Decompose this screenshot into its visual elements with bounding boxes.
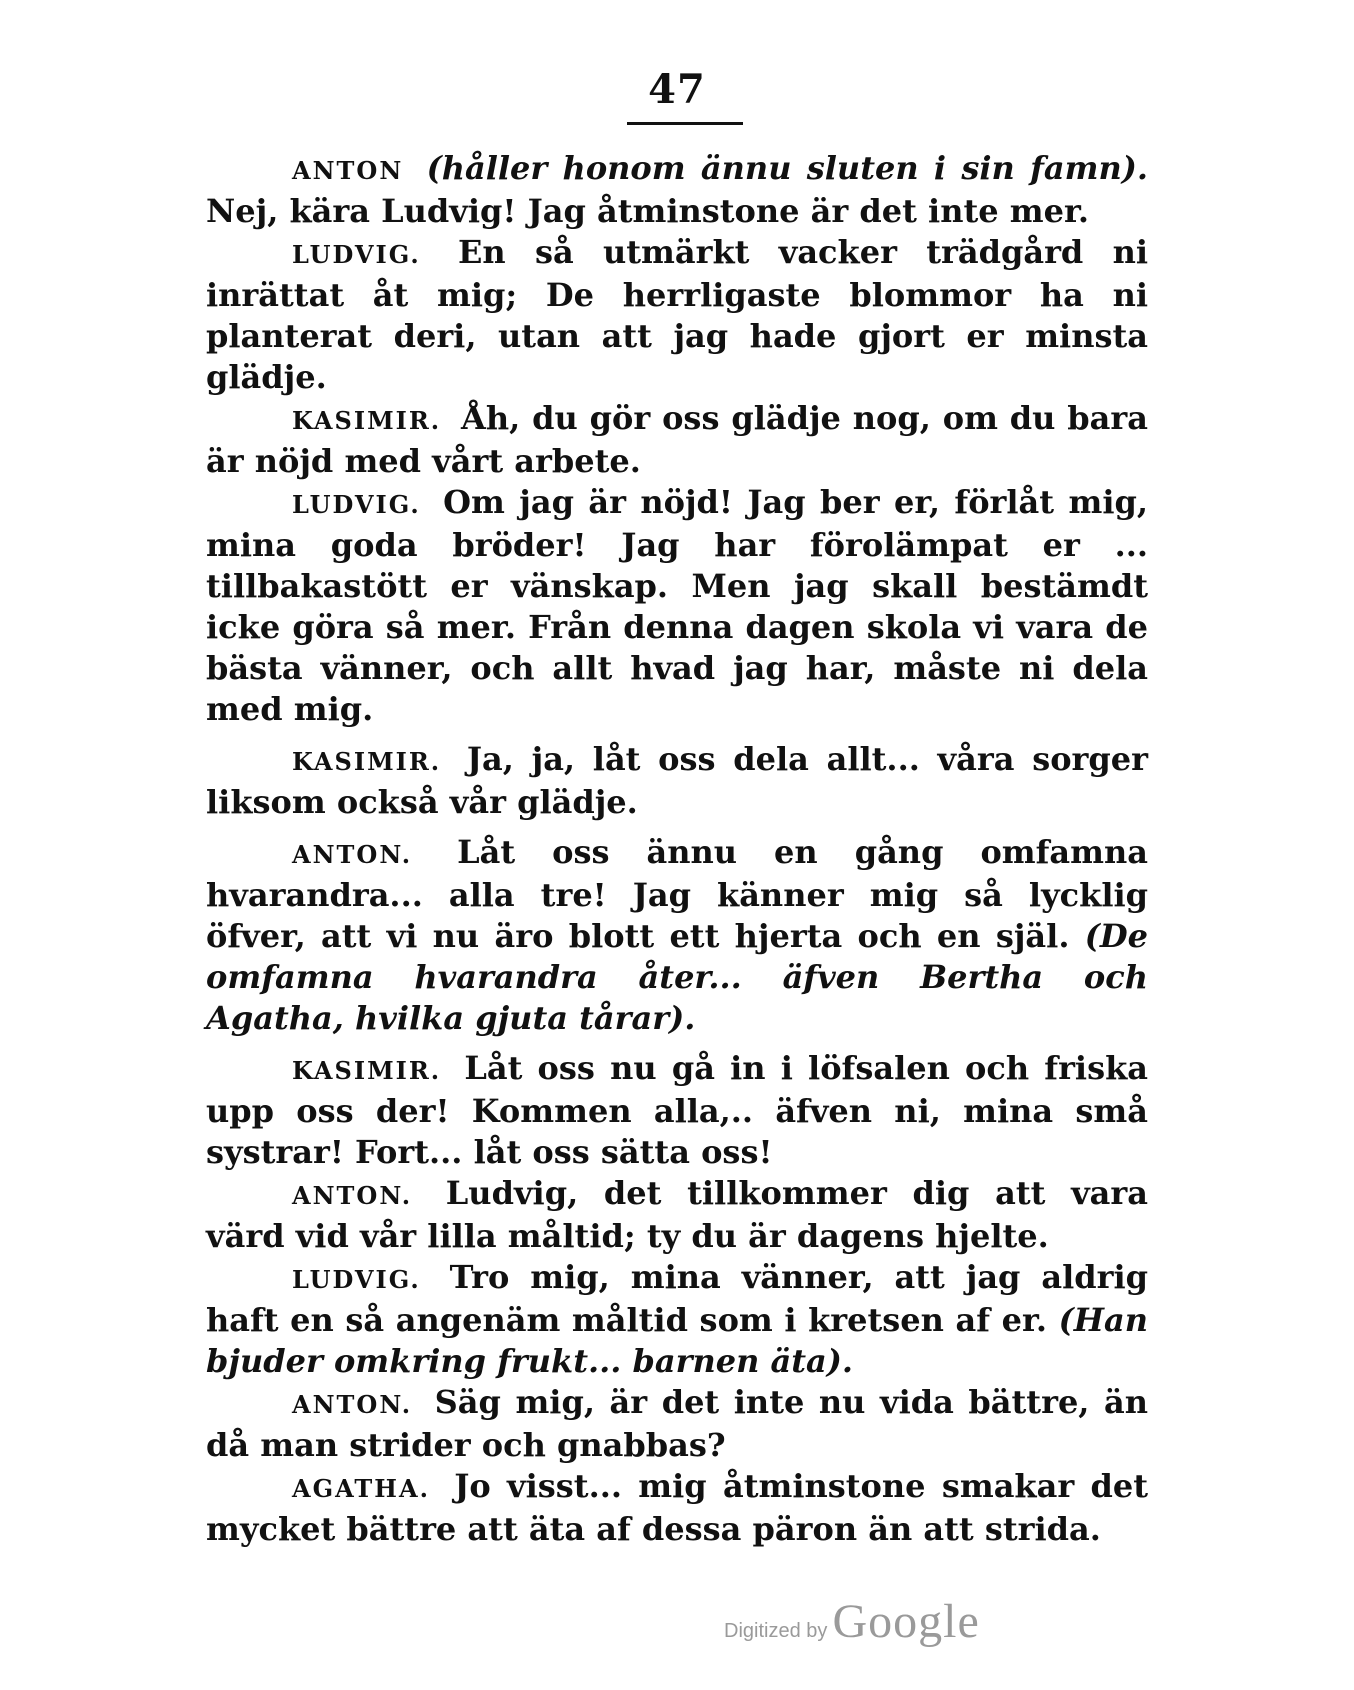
speech-text: Ja, ja, låt oss dela allt... våra sorger liksom också vår glädje. <box>206 740 1149 821</box>
speech-paragraph <box>206 832 1148 1039</box>
speech-paragraph <box>206 148 1148 232</box>
speech-text: Låt oss nu gå in i löfsalen och friska upp oss der! Kommen alla,.. äfven ni, mina små systrar! Fort... låt oss sätta oss! <box>206 1049 1149 1171</box>
speaker-name: KASIMIR. <box>292 406 442 435</box>
speaker-name: LUDVIG. <box>292 490 421 519</box>
stage-direction: (Han bjuder omkring frukt... barnen äta). <box>206 1301 1148 1380</box>
speech-text: Jo visst... mig åtminstone smakar det mycket bättre att äta af dessa päron än att strida. <box>206 1467 1149 1548</box>
speech-text: Nej, kära Ludvig! Jag åtminstone är det inte mer. <box>206 192 1090 230</box>
header-rule <box>627 122 743 125</box>
digitization-watermark <box>724 1594 980 1649</box>
speech-paragraph <box>206 1466 1148 1550</box>
dialogue-body <box>206 148 1148 1550</box>
speaker-name: ANTON. <box>292 1390 413 1419</box>
speech-paragraph <box>206 232 1148 398</box>
speech-text: Ludvig, det tillkommer dig att vara värd vid vår lilla måltid; ty du är dagens hjelte. <box>206 1174 1149 1255</box>
speech-text: Säg mig, är det inte nu vida bättre, än då man strider och gnabbas? <box>206 1383 1148 1464</box>
speaker-name: AGATHA. <box>292 1474 430 1503</box>
speaker-name: KASIMIR. <box>292 1056 442 1085</box>
stage-direction: (De omfamna hvarandra åter... äfven Bertha och Agatha, hvilka gjuta tårar). <box>206 917 1148 1037</box>
speech-paragraph <box>206 1257 1148 1382</box>
watermark-prefix: Digitized by <box>724 1620 828 1642</box>
page-number: 47 <box>648 66 706 113</box>
speech-text: Tro mig, mina vänner, att jag aldrig haft en så angenäm måltid som i kretsen af er. <box>206 1258 1149 1339</box>
google-logo: Google <box>832 1595 980 1648</box>
speaker-name: ANTON. <box>292 840 413 869</box>
speaker-name: ANTON <box>292 156 404 185</box>
speech-text: Åh, du gör oss glädje nog, om du bara är nöjd med vårt arbete. <box>206 399 1149 480</box>
speech-text: Om jag är nöjd! Jag ber er, förlåt mig, mina goda bröder! Jag har förolämpat er ... tillbakastött er vänskap. Men jag skall bestämdt icke göra så mer. Från denna dagen skola vi vara de bästa vänner, och allt hvad jag har, måste ni dela med mig. <box>206 483 1149 728</box>
speech-paragraph <box>206 482 1148 730</box>
speech-text: Låt oss ännu en gång omfamna hvarandra... alla tre! Jag känner mig så lycklig öfver, att vi nu äro blott ett hjerta och en själ. <box>206 833 1149 955</box>
speech-paragraph <box>206 1382 1148 1466</box>
speaker-name: LUDVIG. <box>292 240 421 269</box>
speaker-name: ANTON. <box>292 1181 413 1210</box>
speaker-name: KASIMIR. <box>292 747 442 776</box>
speech-paragraph <box>206 1048 1148 1173</box>
speech-paragraph <box>206 739 1148 823</box>
speaker-name: LUDVIG. <box>292 1265 421 1294</box>
stage-direction: (håller honom ännu sluten i sin famn). <box>426 149 1149 187</box>
speech-paragraph <box>206 1173 1148 1257</box>
speech-text: En så utmärkt vacker trädgård ni inrättat åt mig; De herrligaste blommor ha ni planterat deri, utan att jag hade gjort er minsta glädje. <box>206 233 1148 396</box>
speech-paragraph <box>206 398 1148 482</box>
